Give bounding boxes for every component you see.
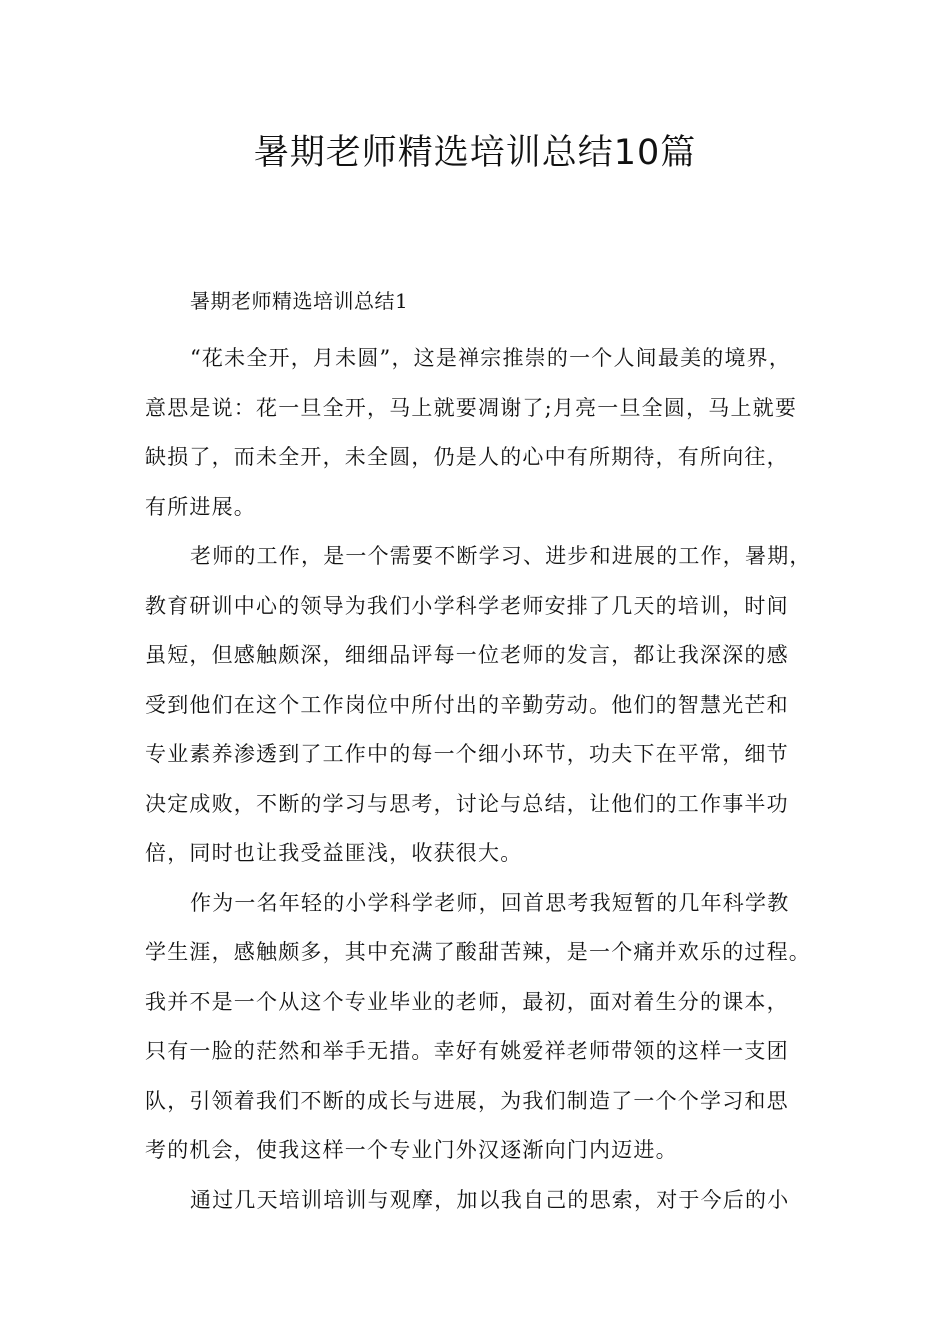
paragraph-line: 老师的工作，是一个需要不断学习、进步和进展的工作，暑期， <box>190 544 812 568</box>
paragraph <box>145 1176 835 1226</box>
paragraph-line: “花未全开，月未圆”，这是禅宗推崇的一个人间最美的境界， <box>190 346 792 370</box>
paragraph-line: 我并不是一个从这个专业毕业的老师，最初，面对着生分的课本， <box>145 989 789 1014</box>
paragraph-line: 缺损了，而未全开，未全圆，仍是人的心中有所期待，有所向往， <box>145 445 789 469</box>
paragraph <box>145 532 835 879</box>
paragraph-line: 意思是说：花一旦全开，马上就要凋谢了;月亮一旦全圆，马上就要 <box>145 395 798 420</box>
document-body <box>145 334 835 1225</box>
paragraph-line: 受到他们在这个工作岗位中所付出的辛勤劳动。他们的智慧光芒和 <box>145 692 789 717</box>
paragraph-line: 有所进展。 <box>145 494 256 519</box>
paragraph-line: 虽短，但感触颇深，细细品评每一位老师的发言，都让我深深的感 <box>145 643 789 667</box>
paragraph-line: 作为一名年轻的小学科学老师，回首思考我短暂的几年科学教 <box>190 890 790 915</box>
paragraph-line: 专业素养渗透到了工作中的每一个细小环节，功夫下在平常，细节 <box>145 742 789 766</box>
paragraph-line: 只有一脸的茫然和举手无措。幸好有姚爱祥老师带领的这样一支团 <box>145 1039 789 1063</box>
section-heading: 暑期老师精选培训总结1 <box>190 289 409 313</box>
paragraph-line: 考的机会，使我这样一个专业门外汉逐渐向门内迈进。 <box>145 1138 678 1162</box>
paragraph-line: 学生涯，感触颇多，其中充满了酸甜苦辣，是一个痛并欢乐的过程。 <box>145 940 811 964</box>
paragraph-line: 教育研训中心的领导为我们小学科学老师安排了几天的培训，时间 <box>145 593 789 618</box>
paragraph-line: 通过几天培训培训与观摩，加以我自己的思索，对于今后的小 <box>190 1187 790 1212</box>
paragraph-line: 倍，同时也让我受益匪浅，收获很大。 <box>145 841 523 865</box>
paragraph-line: 队，引领着我们不断的成长与进展，为我们制造了一个个学习和思 <box>145 1088 789 1113</box>
document-title: 暑期老师精选培训总结10篇 <box>253 133 697 173</box>
paragraph <box>145 879 835 1176</box>
paragraph <box>145 334 835 532</box>
paragraph-line: 决定成败，不断的学习与思考，讨论与总结，让他们的工作事半功 <box>145 791 789 816</box>
